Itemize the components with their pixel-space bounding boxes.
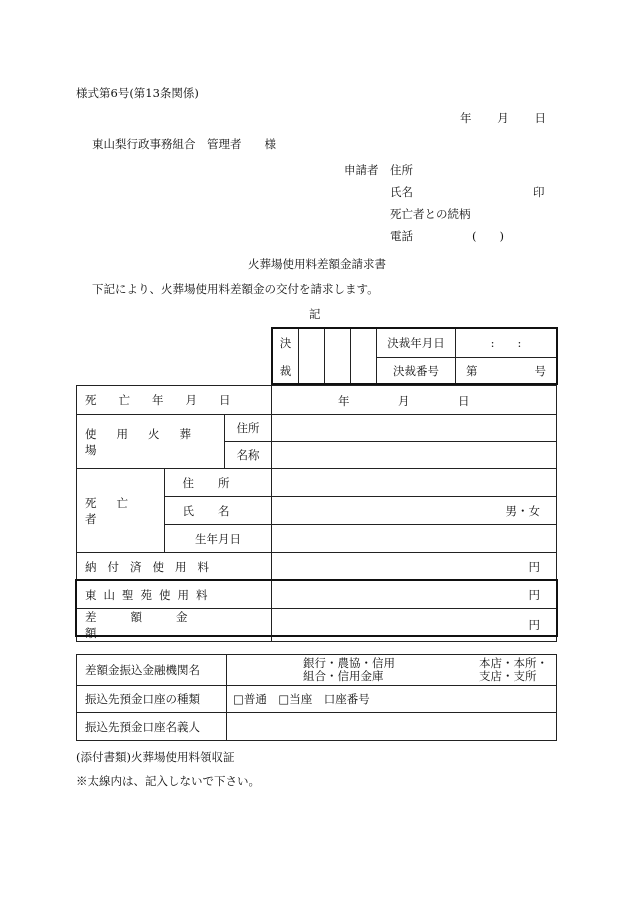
- bank-types-line2: 組合・信用金庫: [303, 669, 384, 683]
- deceased-label-cell: [77, 469, 165, 553]
- deceased-address-value[interactable]: [272, 469, 557, 497]
- death-date-label-cell: [77, 386, 272, 415]
- applicant-phone-label: 電話: [390, 229, 413, 243]
- approval-number-suffix: 号: [534, 364, 546, 379]
- approval-number-prefix: 第: [466, 364, 478, 379]
- institution-value[interactable]: [227, 655, 557, 686]
- approval-number-label: 決裁番号: [377, 357, 456, 386]
- approval-label-2: 裁: [279, 364, 292, 378]
- death-date-value[interactable]: [272, 386, 557, 415]
- approval-label-cell: [273, 329, 299, 386]
- branch-types: [479, 657, 548, 683]
- date-month-label: 月: [497, 111, 509, 125]
- branch-line1: 本店・本所・: [479, 656, 548, 670]
- thick-border-note: ※太線内は、記入しないで下さい。: [76, 774, 260, 788]
- deceased-address-text: 住所: [182, 475, 254, 490]
- death-date-label: 死亡年月日: [85, 393, 253, 407]
- death-date-month: 月: [398, 394, 410, 408]
- deceased-gender[interactable]: 男・女: [272, 497, 557, 525]
- crematorium-name-value[interactable]: [272, 442, 557, 469]
- branch-line2: 支店・支所: [479, 669, 537, 683]
- approval-stamp-3[interactable]: [351, 329, 377, 386]
- applicant-relation-label: 死亡者との続柄: [390, 207, 471, 221]
- addressee: 東山梨行政事務組合 管理者 様: [92, 137, 276, 151]
- approval-date-label: 決裁年月日: [377, 329, 456, 358]
- attachment-note: (添付書類)火葬場使用料領収証: [76, 750, 235, 764]
- bank-types: [303, 657, 395, 683]
- applicant-address-label: 住所: [390, 163, 413, 177]
- death-date-day: 日: [458, 394, 470, 408]
- document-title: 火葬場使用料差額金請求書: [248, 257, 386, 271]
- date-line: [460, 110, 546, 126]
- paid-fee-value[interactable]: 円: [272, 553, 557, 581]
- account-type-label: 振込先預金口座の種類: [77, 686, 227, 713]
- crematorium-address-value[interactable]: [272, 415, 557, 442]
- crematorium-label-cell: [77, 415, 225, 469]
- approval-stamp-2[interactable]: [325, 329, 351, 386]
- crematorium-name-label: 名称: [225, 442, 272, 469]
- approval-label-1: 決: [279, 336, 292, 350]
- bank-types-line1: 銀行・農協・信用: [303, 656, 395, 670]
- difference-value[interactable]: 円: [272, 609, 557, 642]
- approval-date-value[interactable]: : :: [456, 329, 557, 358]
- bank-table: [76, 654, 557, 741]
- deceased-label: 死亡者: [85, 495, 148, 526]
- applicant-label: 申請者: [344, 163, 379, 177]
- applicant-phone-paren: ( ): [472, 229, 504, 243]
- paid-fee-label: 納付済使用料: [85, 559, 220, 574]
- approval-table: [272, 328, 557, 386]
- seien-fee-label: 東山聖苑使用料: [85, 587, 215, 602]
- crematorium-label: 使用火葬場: [85, 426, 211, 457]
- difference-label: 差額金額: [85, 610, 222, 640]
- date-year-label: 年: [460, 111, 472, 125]
- deceased-name-text: 氏名: [182, 503, 254, 518]
- deceased-address-label: [165, 469, 272, 497]
- crematorium-address-label: 住所: [225, 415, 272, 442]
- account-type-value[interactable]: □普通 □当座 口座番号: [227, 686, 557, 713]
- institution-label: 差額金振込金融機関名: [77, 655, 227, 686]
- account-holder-label: 振込先預金口座名義人: [77, 713, 227, 741]
- approval-stamp-1[interactable]: [299, 329, 325, 386]
- birth-date-label: 生年月日: [165, 525, 272, 553]
- death-date-year: 年: [338, 394, 350, 408]
- account-holder-value[interactable]: [227, 713, 557, 741]
- intro-text: 下記により、火葬場使用料差額金の交付を請求します。: [92, 282, 379, 296]
- ki-mark: 記: [309, 307, 321, 321]
- birth-date-value[interactable]: [272, 525, 557, 553]
- seien-fee-value[interactable]: 円: [272, 581, 557, 609]
- form-number: 様式第6号(第13条関係): [76, 86, 199, 100]
- paid-fee-label-cell: [77, 553, 272, 581]
- applicant-name-label: 氏名: [390, 185, 413, 199]
- seal-mark: 印: [533, 185, 545, 199]
- main-table: [76, 385, 557, 642]
- seien-fee-label-cell: [77, 581, 272, 609]
- date-day-label: 日: [534, 111, 546, 125]
- difference-label-cell: [77, 609, 272, 642]
- deceased-name-label: [165, 497, 272, 525]
- approval-number-value[interactable]: [456, 357, 557, 386]
